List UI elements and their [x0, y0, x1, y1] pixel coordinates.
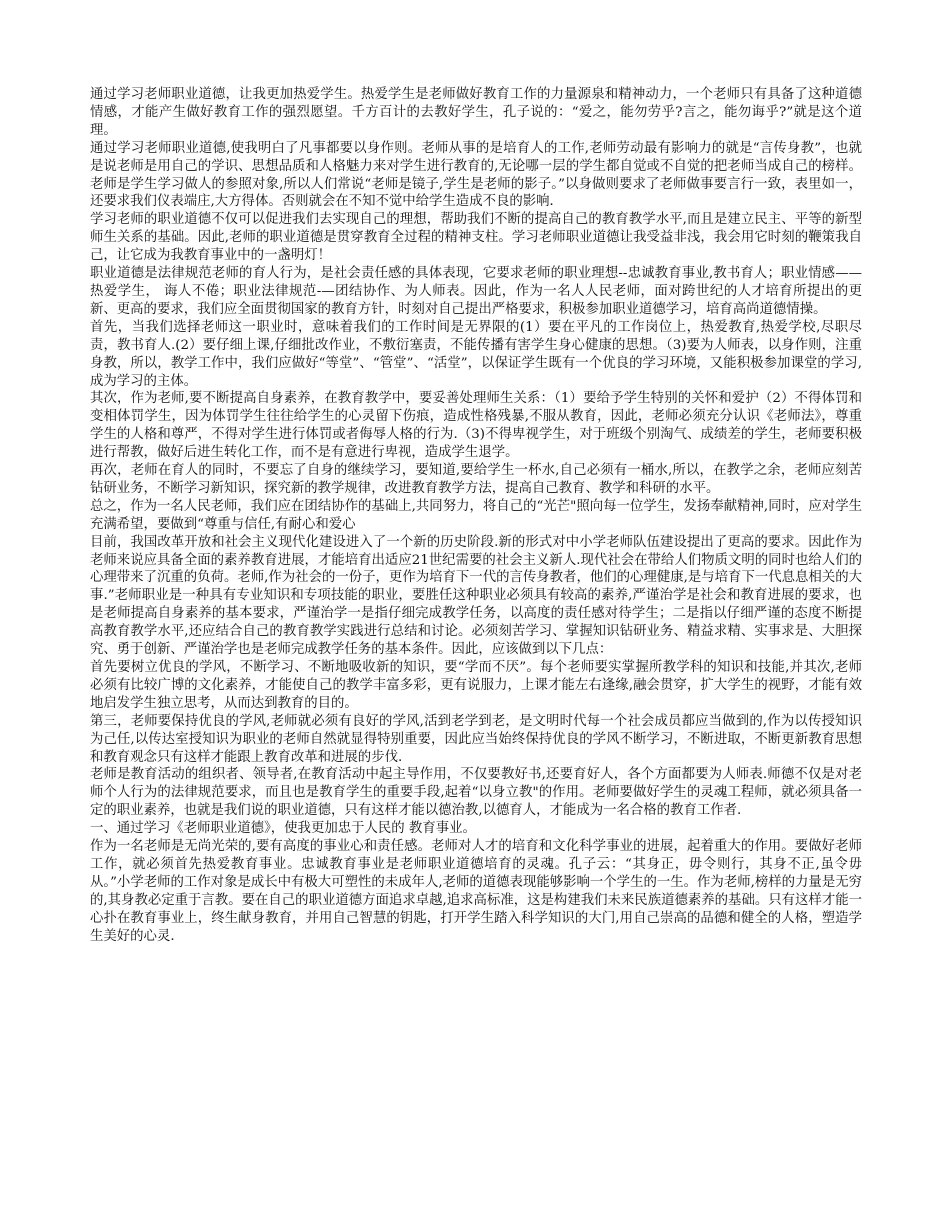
paragraph-lead-by-example: 通过学习老师职业道德,使我明白了凡事都要以身作则。老师从事的是培育人的工作,老师劳动最有影响力的就是“言传身教”，也就是说老师是用自己的学识、思想品质和人格魅力来对学生进行教育的,无论哪一层的学生都自觉或不自觉的把老师当成自己的榜样。老师是学生学习做人的参照对象,所以人们常说“老师是镜子,学生是老师的影子。”以身做则要求了老师做事要言行一致，表里如一，还要求我们仪表端庄,大方得体。否则就会在不知不觉中给学生造成不良的影响． — [90, 140, 862, 210]
paragraph-benefits-of-study: 学习老师的职业道德不仅可以促进我们去实现自己的理想，帮助我们不断的提高自己的教育教学水平,而且是建立民主、平等的新型师生关系的基础。因此,老师的职业道德是贯穿教育全过程的精神支柱。学习老师职业道德让我受益非浅，我会用它时刻的鞭策我自己，让它成为我教育事业中的一盏明灯！ — [90, 212, 862, 264]
paragraph-love-students: 通过学习老师职业道德，让我更加热爱学生。热爱学生是老师做好教育工作的力量源泉和精神动力，一个老师只有具备了这种道德情感，才能产生做好教育工作的强烈愿望。千方百计的去教好学生，孔子说的：“爱之，能勿劳乎?言之，能勿诲乎?”就是这个道理。 — [90, 87, 862, 138]
paragraph-third-point: 再次，老师在育人的同时，不要忘了自身的继续学习，要知道,要给学生一杯水,自己必须有一桶水,所以，在教学之余，老师应刻苦钻研业务，不断学习新知识，探究新的教学规律，改进教育教学方法，提高自己教育、教学和科研的水平。 — [90, 463, 862, 496]
paragraph-teacher-role: 老师是教育活动的组织者、领导者,在教育活动中起主导作用，不仅要教好书,还要育好人，各个方面都要为人师表.师德不仅是对老师个人行为的法律规范要求，而且也是教育学生的重要手段,起着“以身立教"的作用。老师要做好学生的灵魂工程师，就必须具备一定的职业素养，也就是我们说的职业道德，只有这样才能以德治教,以德育人，才能成为一名合格的教育工作者. — [90, 767, 862, 819]
paragraph-professional-ethics-definition: 职业道德是法律规范老师的育人行为，是社会责任感的具体表现，它要求老师的职业理想--忠诚教育事业,教书育人；职业情感——热爱学生， 诲人不倦；职业法律规范-—团结协作、为人师表。因此，作为一名人人民老师，面对跨世纪的人才培育所提出的更新、更高的要求，我们应全面贯彻国家的教育方针，时刻对自己提出严格要求，积极参加职业道德学习，培育高尚道德情操。 — [90, 266, 862, 317]
paragraph-first-point: 首先，当我们选择老师这一职业时，意味着我们的工作时间是无界限的(1）要在平凡的工作岗位上，热爱教育,热爱学校,尽职尽责，教书育人.(2）要仔细上课,仔细批改作业，不敷衍塞责，不能传播有害学生身心健康的思想。（3)要为人师表，以身作则，注重身教，所以，教学工作中，我们应做好“等堂”、“管堂”、“活堂”，以保证学生既有一个优良的学习环境，又能积极参加课堂的学习,成为学习的主体。 — [90, 319, 862, 389]
paragraph-current-situation: 目前，我国改革开放和社会主义现代化建设进入了一个新的历史阶段.新的形式对中小学老师队伍建设提出了更高的要求。因此作为老师来说应具备全面的素养教育进展，才能培育出适应21世纪需要的社会主义新人.现代社会在带给人们物质文明的同时也给人们的心理带来了沉重的负荷。老师,作为社会的一份子，更作为培育下一代的言传身教者，他们的心理健康,是与培育下一代息息相关的大事.”老师职业是一种具有专业知识和专项技能的职业，要胜任这种职业必须具有较高的素养,严谨治学是社会和教育进展的要求，也是老师提高自身素养的基本要求，严谨治学一是指仔细完成教学任务，以高度的责任感对待学生；二是指以仔细严谨的态度不断提高教育教学水平,还应结合自己的教育教学实践进行总结和讨论。必须刻苦学习、掌握知识钻研业务、精益求精、实事求是、大胆探究、勇于创新、严谨治学也是老师完成教学任务的基本条件。因此，应该做到以下几点： — [90, 534, 862, 658]
paragraph-second-point: 其次，作为老师,要不断提高自身素养，在教育教学中，要妥善处理师生关系：（1）要给予学生特别的关怀和爱护（2）不得体罚和变相体罚学生，因为体罚学生往往给学生的心灵留下伤痕，造成性格残暴,不服从教育，因此，老师必须充分认识《老师法》，尊重学生的人格和尊严，不得对学生进行体罚或者侮辱人格的行为.（3)不得卑视学生，对于班级个别淘气、成绩差的学生，老师要积极进行帮教，做好后进生转化工作，而不是有意进行卑视，造成学生退学。 — [90, 391, 862, 461]
paragraph-third-study-style: 第三，老师要保持优良的学风,老师就必须有良好的学风,活到老学到老，是文明时代每一个社会成员都应当做到的,作为以传授知识为己任,以传达室授知识为职业的老师自然就显得特别重要，因此应当始终保持优良的学风不断学习，不断进取，不断更新教育思想和教育观念只有这样才能跟上教育改革和进展的步伐. — [90, 713, 862, 765]
paragraph-devotion-to-education: 作为一名老师是无尚光荣的,要有高度的事业心和责任感。老师对人才的培育和文化科学事业的进展，起着重大的作用。要做好老师工作，就必须首先热爱教育事业。忠诚教育事业是老师职业道德培育的灵魂。孔子云：“其身正，毋令则行，其身不正,虽令毋从。”小学老师的工作对象是成长中有极大可塑性的未成年人,老师的道德表现能够影响一个学生的一生。作为老师,榜样的力量是无穷的,其身教必定重于言教。要在自己的职业道德方面追求卓越,追求高标准，这是构建我们未来民族道德素养的基础。只有这样才能一心扑在教育事业上，终生献身教育，并用自己智慧的钥匙，打开学生踏入科学知识的大门,用自己崇高的品德和健全的人格，塑造学生美好的心灵. — [90, 839, 862, 944]
paragraph-summary: 总之，作为一名人民老师，我们应在团结协作的基础上,共同努力，将自己的“光芒"照向每一位学生，发扬奉献精神,同时，应对学生充满希望，要做到“尊重与信任,有耐心和爱心 — [90, 498, 862, 532]
section-heading-one: 一、通过学习《老师职业道德》，使我更加忠于人民的 教育事业。 — [90, 821, 476, 837]
paragraph-study-style: 首先要树立优良的学风，不断学习、不断地吸收新的知识，要“学而不厌”。每个老师要实掌握所教学科的知识和技能,并其次,老师必须有比较广博的文化素养，才能使自己的教学丰富多彩，更有说服力，上课才能左右逢缘,融会贯穿，扩大学生的视野，才能有效地启发学生独立思考，从而达到教育的目的。 — [90, 660, 862, 711]
